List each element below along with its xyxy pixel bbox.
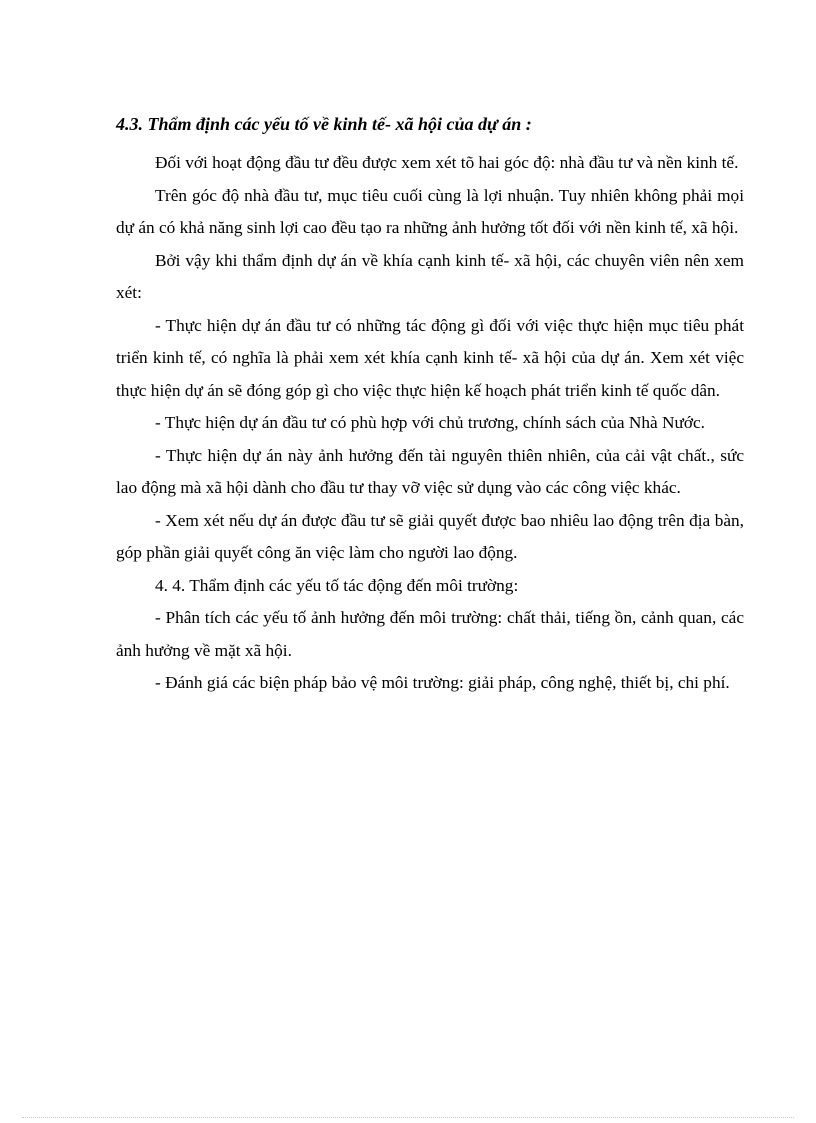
paragraph: Trên góc độ nhà đầu tư, mục tiêu cuối cùng là lợi nhuận. Tuy nhiên không phải mọi dự án có khả năng sinh lợi cao đều tạo ra những ảnh hưởng tốt đối với nền kinh tế, xã hội. [116,185,744,237]
paragraph: Đối với hoạt động đầu tư đều được xem xét tõ hai góc độ: nhà đầu tư và nền kinh tế. [155,153,739,172]
page-bottom-divider [22,1117,794,1118]
paragraph: - Thực hiện dự án đầu tư có phù hợp với chủ trương, chính sách của Nhà Nước. [155,413,706,432]
section-heading: 4.3. Thẩm định các yếu tố về kinh tế- xã hội của dự án : [116,114,532,134]
subsection-heading: 4. 4. Thẩm định các yếu tố tác động đến môi trường: [155,575,519,595]
paragraph: - Đánh giá các biện pháp bảo vệ môi trường: giải pháp, công nghệ, thiết bị, chi phí. [155,673,730,692]
paragraph: - Phân tích các yếu tố ảnh hưởng đến môi trường: chất thải, tiếng ồn, cảnh quan, các ảnh hưởng về mặt xã hội. [116,608,744,660]
paragraph: - Thực hiện dự án đầu tư có những tác động gì đối với việc thực hiện mục tiêu phát triển kinh tế, có nghĩa là phải xem xét khía cạnh kinh tế- xã hội của dự án. Xem xét việc thực hiện dự án sẽ đóng góp gì cho việc thực hiện kế hoạch phát triển kinh tế quốc dân. [116,315,744,400]
paragraph: - Xem xét nếu dự án được đầu tư sẽ giải quyết được bao nhiêu lao động trên địa bàn, góp phần giải quyết công ăn việc làm cho người lao động. [116,510,744,562]
document-body [116,147,744,700]
paragraph: Bởi vậy khi thẩm định dự án về khía cạnh kinh tế- xã hội, các chuyên viên nên xem xét: [116,250,744,302]
paragraph: - Thực hiện dự án này ảnh hưởng đến tài nguyên thiên nhiên, của cải vật chất., sức lao động mà xã hội dành cho đầu tư thay vỡ việc sử dụng vào các công việc khác. [116,445,744,497]
